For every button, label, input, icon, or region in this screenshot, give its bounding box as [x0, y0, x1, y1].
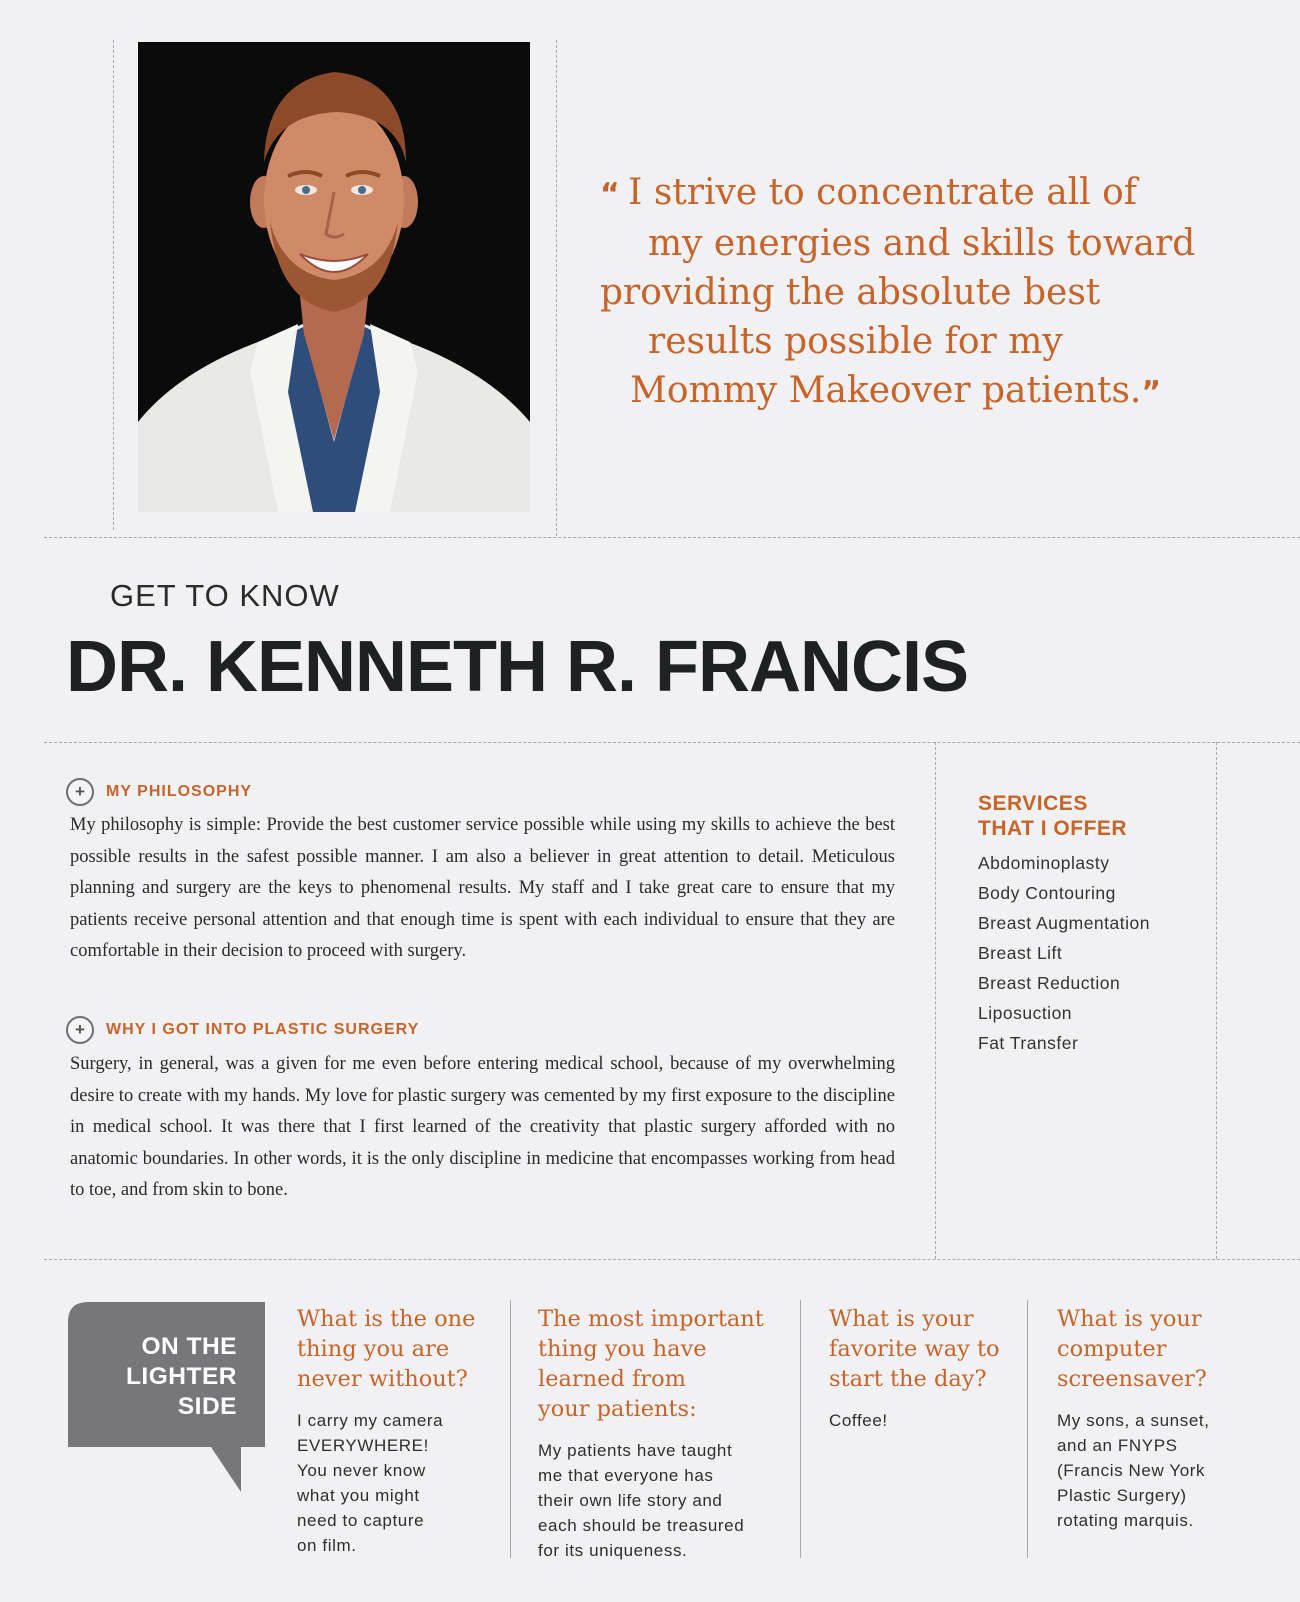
section-label: MY PHILOSOPHY	[106, 783, 253, 800]
qa-question	[1057, 1304, 1210, 1394]
qa-question-line: never without?	[297, 1366, 468, 1392]
service-item: Body Contouring	[978, 883, 1116, 903]
open-quote-icon: “	[600, 177, 617, 212]
doctor-photo	[138, 42, 530, 512]
photo-frame-right-rule	[556, 40, 557, 536]
qa-question	[297, 1304, 475, 1394]
quote-line: my energies and skills toward	[648, 223, 1196, 264]
qa-answer-line: on film.	[297, 1536, 357, 1555]
qa-answer-line: EVERYWHERE!	[297, 1436, 429, 1455]
qa-answer	[297, 1408, 475, 1558]
service-item: Liposuction	[978, 1003, 1073, 1023]
page-kicker: GET TO KNOW	[110, 578, 340, 613]
badge-line: LIGHTER	[125, 1363, 237, 1390]
qa-column-separator	[510, 1300, 511, 1558]
qa-answer-line: My sons, a sunset,	[1057, 1411, 1210, 1430]
pull-quote	[600, 168, 1240, 417]
section-body-why-plastic-surgery: Surgery, in general, was a given for me even before entering medical school, because of my overwhelming desire to create with my hands. My love for plastic surgery was cemented by my first exposure to the discipline in medical school. It was there that I first learned of the creativity that plastic surgery afforded with no anatomic boundaries. In other words, it is the only discipline in medicine that encompasses working from head to toe, and from skin to bone.	[70, 1054, 895, 1200]
badge-line: ON THE	[141, 1333, 237, 1360]
qa-answer-line: You never know	[297, 1461, 426, 1480]
qa-question-line: favorite way to	[829, 1336, 1000, 1362]
qa-question-line: The most important	[538, 1306, 764, 1332]
qa-answer-line: rotating marquis.	[1057, 1511, 1194, 1530]
plus-icon: +	[66, 1016, 94, 1044]
section-body-philosophy: My philosophy is simple: Provide the best customer service possible while using my skills to achieve the best possible results in the safest possible manner. I am also a believer in great attention to detail. Meticulous planning and surgery are the keys to phenomenal results. My staff and I take great care to ensure that my patients receive personal attention and that enough time is spent with each individual to ensure that they are comfortable in their decision to proceed with surgery.	[70, 815, 895, 961]
service-item: Breast Augmentation	[978, 913, 1150, 933]
services-column-rule-left	[935, 742, 936, 1259]
divider-top	[44, 537, 1300, 538]
qa-answer-line: need to capture	[297, 1511, 425, 1530]
quote-line: providing the absolute best	[600, 272, 1101, 313]
qa-question	[829, 1304, 1000, 1394]
qa-question-line: What is your	[829, 1306, 974, 1332]
section-heading-why-plastic-surgery	[66, 1016, 419, 1044]
section-heading-philosophy	[66, 778, 252, 806]
page-title: DR. KENNETH R. FRANCIS	[66, 627, 969, 707]
section-label: WHY I GOT INTO PLASTIC SURGERY	[106, 1021, 420, 1038]
badge-line: SIDE	[177, 1393, 237, 1420]
qa-answer-line: what you might	[297, 1486, 420, 1505]
divider-bottom	[44, 1259, 1300, 1260]
qa-answer-line: (Francis New York	[1057, 1461, 1206, 1480]
qa-question-line: What is the one	[297, 1306, 476, 1332]
services-heading-line: THAT I OFFER	[978, 817, 1128, 840]
qa-answer	[538, 1438, 764, 1563]
services-heading-line: SERVICES	[978, 792, 1088, 815]
qa-question-line: computer	[1057, 1336, 1167, 1362]
services-list	[978, 848, 1150, 1058]
quote-line: Mommy Makeover patients.	[630, 370, 1142, 411]
services-column-rule-right	[1216, 742, 1217, 1259]
qa-column-separator	[800, 1300, 801, 1558]
qa-answer-line: and an FNYPS	[1057, 1436, 1178, 1455]
lighter-side-badge	[68, 1302, 265, 1492]
qa-column-separator	[1027, 1300, 1028, 1558]
qa-answer-line: for its uniqueness.	[538, 1541, 688, 1560]
qa-answer	[1057, 1408, 1210, 1533]
qa-answer-line: My patients have taught	[538, 1441, 733, 1460]
qa-item-start-the-day	[829, 1304, 1000, 1433]
qa-question-line: your patients:	[538, 1396, 697, 1422]
badge-text	[126, 1332, 237, 1422]
quote-line: I strive to concentrate all of	[628, 172, 1138, 213]
qa-answer-line: I carry my camera	[297, 1411, 444, 1430]
qa-item-never-without	[297, 1304, 475, 1558]
qa-answer-line: Plastic Surgery)	[1057, 1486, 1187, 1505]
qa-question-line: What is your	[1057, 1306, 1202, 1332]
qa-item-learned-from-patients	[538, 1304, 764, 1563]
quote-line: results possible for my	[648, 321, 1063, 362]
photo-frame-left-rule	[113, 40, 114, 530]
qa-item-screensaver	[1057, 1304, 1210, 1533]
service-item: Breast Lift	[978, 943, 1063, 963]
qa-answer-line: Coffee!	[829, 1411, 888, 1430]
qa-question-line: learned from	[538, 1366, 687, 1392]
qa-answer-line: each should be treasured	[538, 1516, 745, 1535]
service-item: Fat Transfer	[978, 1033, 1079, 1053]
plus-icon: +	[66, 778, 94, 806]
qa-question-line: screensaver?	[1057, 1366, 1207, 1392]
qa-question	[538, 1304, 764, 1424]
qa-answer-line: me that everyone has	[538, 1466, 714, 1485]
service-item: Breast Reduction	[978, 973, 1121, 993]
close-quote-icon: ”	[1141, 375, 1159, 410]
services-heading	[978, 791, 1127, 841]
qa-question-line: thing you are	[297, 1336, 450, 1362]
qa-answer	[829, 1408, 1000, 1433]
qa-question-line: thing you have	[538, 1336, 707, 1362]
service-item: Abdominoplasty	[978, 853, 1110, 873]
divider-middle	[44, 742, 1300, 743]
qa-answer-line: their own life story and	[538, 1491, 723, 1510]
qa-question-line: start the day?	[829, 1366, 987, 1392]
